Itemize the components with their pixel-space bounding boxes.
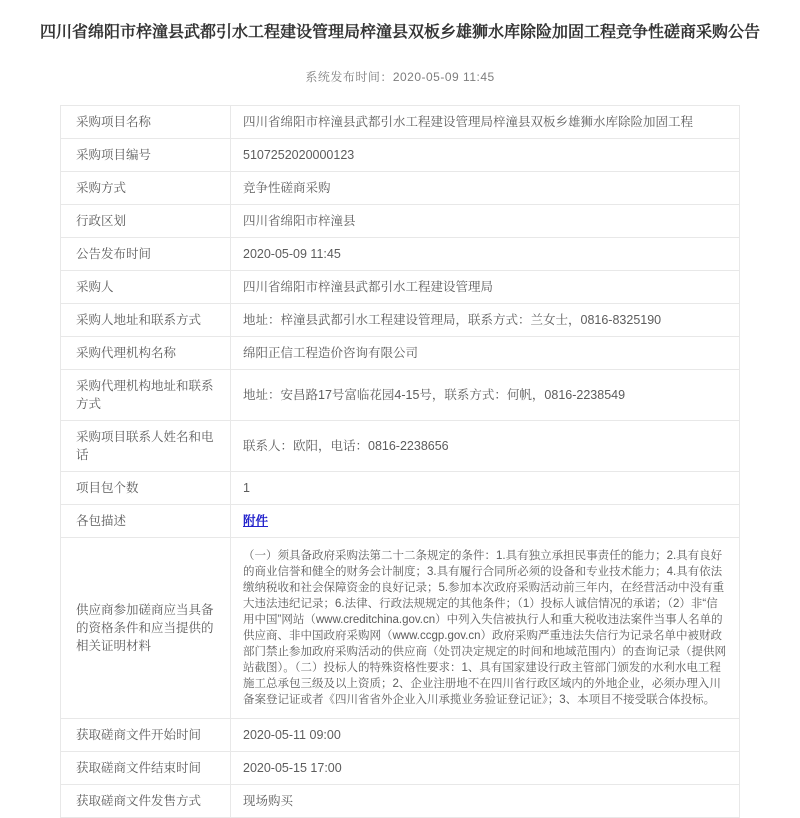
row-value: 四川省绵阳市梓潼县武都引水工程建设管理局 [231, 271, 740, 304]
procurement-info-table [60, 105, 740, 818]
row-label: 行政区划 [61, 205, 231, 238]
row-value: （一）须具备政府采购法第二十二条规定的条件：1.具有独立承担民事责任的能力；2.具有良好的商业信誉和健全的财务会计制度；3.具有履行合同所必须的设备和专业技术能力；4.具有依法缴纳税收和社会保障资金的良好记录；5.参加本次政府采购活动前三年内，在经营活动中没有重大违法违纪记录；6.法律、行政法规规定的其他条件；（1）投标人诚信情况的承诺；（2）非“信用中国”网站（www.creditchina.gov.cn）中列入失信被执行人和重大税收违法案件当事人名单的供应商、非中国政府采购网（www.ccgp.gov.cn）政府采购严重违法失信行为记录名单中被财政部门禁止参加政府采购活动的供应商（处罚决定规定的时间和地域范围内）的查询记录（提供网站截图）。（二）投标人的特殊资格性要求：1、具有国家建设行政主管部门颁发的水利水电工程施工总承包三级及以上资质；2、企业注册地不在四川省行政区域内的外地企业，必须办理入川备案登记证或者《四川省省外企业入川承揽业务验证登记证》；3、本项目不接受联合体投标。 [231, 538, 740, 719]
row-value: 1 [231, 472, 740, 505]
row-label: 采购项目编号 [61, 139, 231, 172]
row-value: 地址：安昌路17号富临花园4-15号，联系方式：何帆，0816-2238549 [231, 370, 740, 421]
attachment-link[interactable]: 附件 [243, 514, 269, 528]
table-row [61, 370, 740, 421]
row-label: 项目包个数 [61, 472, 231, 505]
table-row [61, 538, 740, 719]
row-label: 获取磋商文件结束时间 [61, 752, 231, 785]
table-row [61, 785, 740, 818]
row-label: 采购项目联系人姓名和电话 [61, 421, 231, 472]
row-value: 四川省绵阳市梓潼县 [231, 205, 740, 238]
table-row [61, 472, 740, 505]
row-value [231, 505, 740, 538]
publish-time: 系统发布时间：2020-05-09 11:45 [305, 70, 495, 84]
row-value: 联系人：欧阳，电话：0816-2238656 [231, 421, 740, 472]
row-value: 现场购买 [231, 785, 740, 818]
row-value: 2020-05-11 09:00 [231, 719, 740, 752]
row-value: 2020-05-15 17:00 [231, 752, 740, 785]
row-value: 绵阳正信工程造价咨询有限公司 [231, 337, 740, 370]
table-row [61, 271, 740, 304]
table-row [61, 106, 740, 139]
row-value: 地址：梓潼县武都引水工程建设管理局，联系方式：兰女士，0816-8325190 [231, 304, 740, 337]
table-row [61, 719, 740, 752]
table-row [61, 337, 740, 370]
row-value: 竞争性磋商采购 [231, 172, 740, 205]
table-row [61, 238, 740, 271]
row-value: 2020-05-09 11:45 [231, 238, 740, 271]
row-label: 采购项目名称 [61, 106, 231, 139]
table-row [61, 304, 740, 337]
table-row [61, 752, 740, 785]
row-label: 各包描述 [61, 505, 231, 538]
row-label: 获取磋商文件开始时间 [61, 719, 231, 752]
table-row [61, 421, 740, 472]
row-label: 公告发布时间 [61, 238, 231, 271]
row-label: 供应商参加磋商应当具备的资格条件和应当提供的相关证明材料 [61, 538, 231, 719]
table-row [61, 205, 740, 238]
row-label: 采购代理机构名称 [61, 337, 231, 370]
table-row [61, 505, 740, 538]
table-row [61, 139, 740, 172]
row-label: 采购方式 [61, 172, 231, 205]
table-row [61, 172, 740, 205]
row-value: 5107252020000123 [231, 139, 740, 172]
row-label: 采购人 [61, 271, 231, 304]
page-title: 四川省绵阳市梓潼县武都引水工程建设管理局梓潼县双板乡雄狮水库除险加固工程竞争性磋商采购公告 [39, 24, 760, 41]
row-label: 采购人地址和联系方式 [61, 304, 231, 337]
row-label: 获取磋商文件发售方式 [61, 785, 231, 818]
row-value: 四川省绵阳市梓潼县武都引水工程建设管理局梓潼县双板乡雄狮水库除险加固工程 [231, 106, 740, 139]
procurement-info-table-body [61, 106, 740, 818]
row-label: 采购代理机构地址和联系方式 [61, 370, 231, 421]
